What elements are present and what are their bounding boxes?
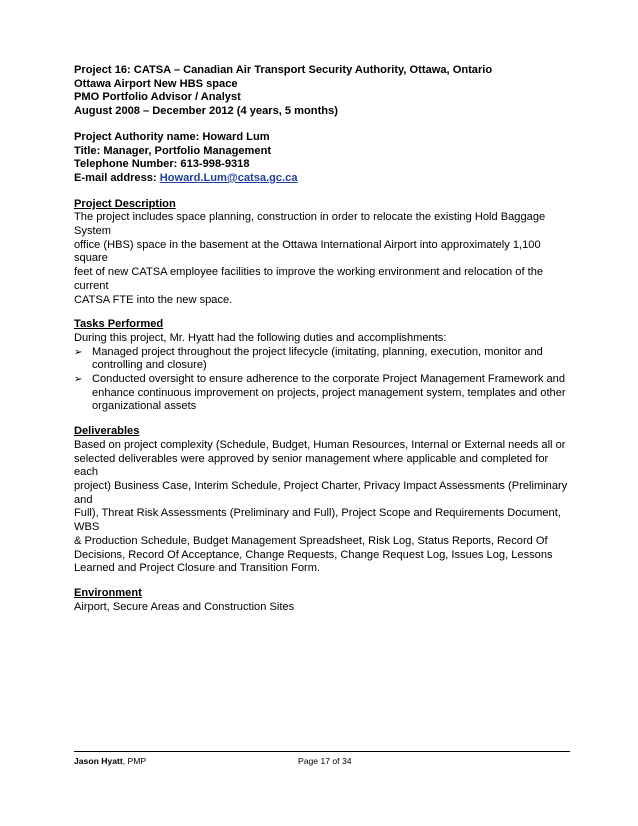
project-title: Project 16: CATSA – Canadian Air Transport Security Authority, Ottawa, Ontario	[74, 64, 493, 76]
bullet-item	[74, 373, 570, 414]
deliverables-line: selected deliverables were approved by senior management where applicable and completed for each	[74, 452, 549, 479]
authority-phone: Telephone Number: 613-998-9318	[74, 158, 250, 171]
authority-title: Title: Manager, Portfolio Management	[74, 144, 272, 157]
arrow-bullet-icon: ➢	[74, 374, 83, 386]
description-line: feet of new CATSA employee facilities to improve the working environment and relocation of the current	[74, 266, 544, 292]
deliverables-line: Learned and Project Closure and Transition Form.	[74, 562, 321, 575]
email-label: E-mail address:	[74, 171, 160, 184]
tasks-heading: Tasks Performed	[74, 318, 164, 331]
author-credential: , PMP	[122, 756, 147, 766]
description-line: CATSA FTE into the new space.	[74, 293, 233, 306]
deliverables-heading: Deliverables	[74, 425, 140, 438]
description-line: office (HBS) space in the basement at the Ottawa International Airport into approximately 1,100 square	[74, 238, 541, 265]
authority-name: Project Authority name: Howard Lum	[74, 130, 270, 143]
bullet-text	[92, 346, 570, 373]
authority-email-row	[74, 172, 570, 186]
project-role: PMO Portfolio Advisor / Analyst	[74, 91, 241, 104]
document-page	[74, 0, 570, 826]
project-dates: August 2008 – December 2012 (4 years, 5 months)	[74, 105, 338, 118]
bullet-text	[92, 373, 570, 414]
page-footer	[74, 756, 570, 768]
project-subtitle: Ottawa Airport New HBS space	[74, 77, 238, 90]
tasks-intro: During this project, Mr. Hyatt had the following duties and accomplishments:	[74, 331, 447, 344]
deliverables-line: & Production Schedule, Budget Management Spreadsheet, Risk Log, Status Reports, Record Of	[74, 534, 548, 547]
spacer	[74, 119, 570, 131]
footer-divider	[74, 751, 570, 752]
page-number: Page 17 of 34	[298, 756, 352, 766]
bullet-line: controlling and closure)	[92, 359, 207, 372]
deliverables-line: Decisions, Record Of Acceptance, Change Requests, Change Request Log, Issues Log, Lessons	[74, 548, 553, 561]
bullet-line: enhance continuous improvement on projects, project management system, templates and other	[92, 386, 566, 399]
deliverables-line: project) Business Case, Interim Schedule, Project Charter, Privacy Impact Assessments (Preliminary and	[74, 479, 568, 506]
spacer	[74, 414, 570, 425]
bullet-line: organizational assets	[92, 400, 197, 413]
arrow-bullet-icon: ➢	[74, 346, 83, 358]
bullet-line: Conducted oversight to ensure adherence to the corporate Project Management Framework and	[92, 373, 565, 386]
author-name: Jason Hyatt	[74, 756, 123, 766]
spacer	[74, 576, 570, 587]
page-content	[74, 64, 570, 614]
deliverables-line: Based on project complexity (Schedule, Budget, Human Resources, Internal or External needs all or	[74, 438, 566, 451]
description-heading: Project Description	[74, 197, 176, 210]
bullet-item	[74, 346, 570, 373]
environment-text: Airport, Secure Areas and Construction Sites	[74, 600, 295, 613]
spacer	[74, 186, 570, 198]
bullet-line: Managed project throughout the project lifecycle (imitating, planning, execution, monitor and	[92, 345, 543, 358]
description-line: The project includes space planning, construction in order to relocate the existing Hold Baggage System	[74, 211, 546, 238]
deliverables-line: Full), Threat Risk Assessments (Preliminary and Full), Project Scope and Requirements Document, WBS	[74, 507, 561, 534]
footer-author	[74, 756, 146, 766]
environment-heading: Environment	[74, 586, 142, 599]
spacer	[74, 307, 570, 318]
email-link[interactable]: Howard.Lum@catsa.gc.ca	[159, 171, 298, 184]
